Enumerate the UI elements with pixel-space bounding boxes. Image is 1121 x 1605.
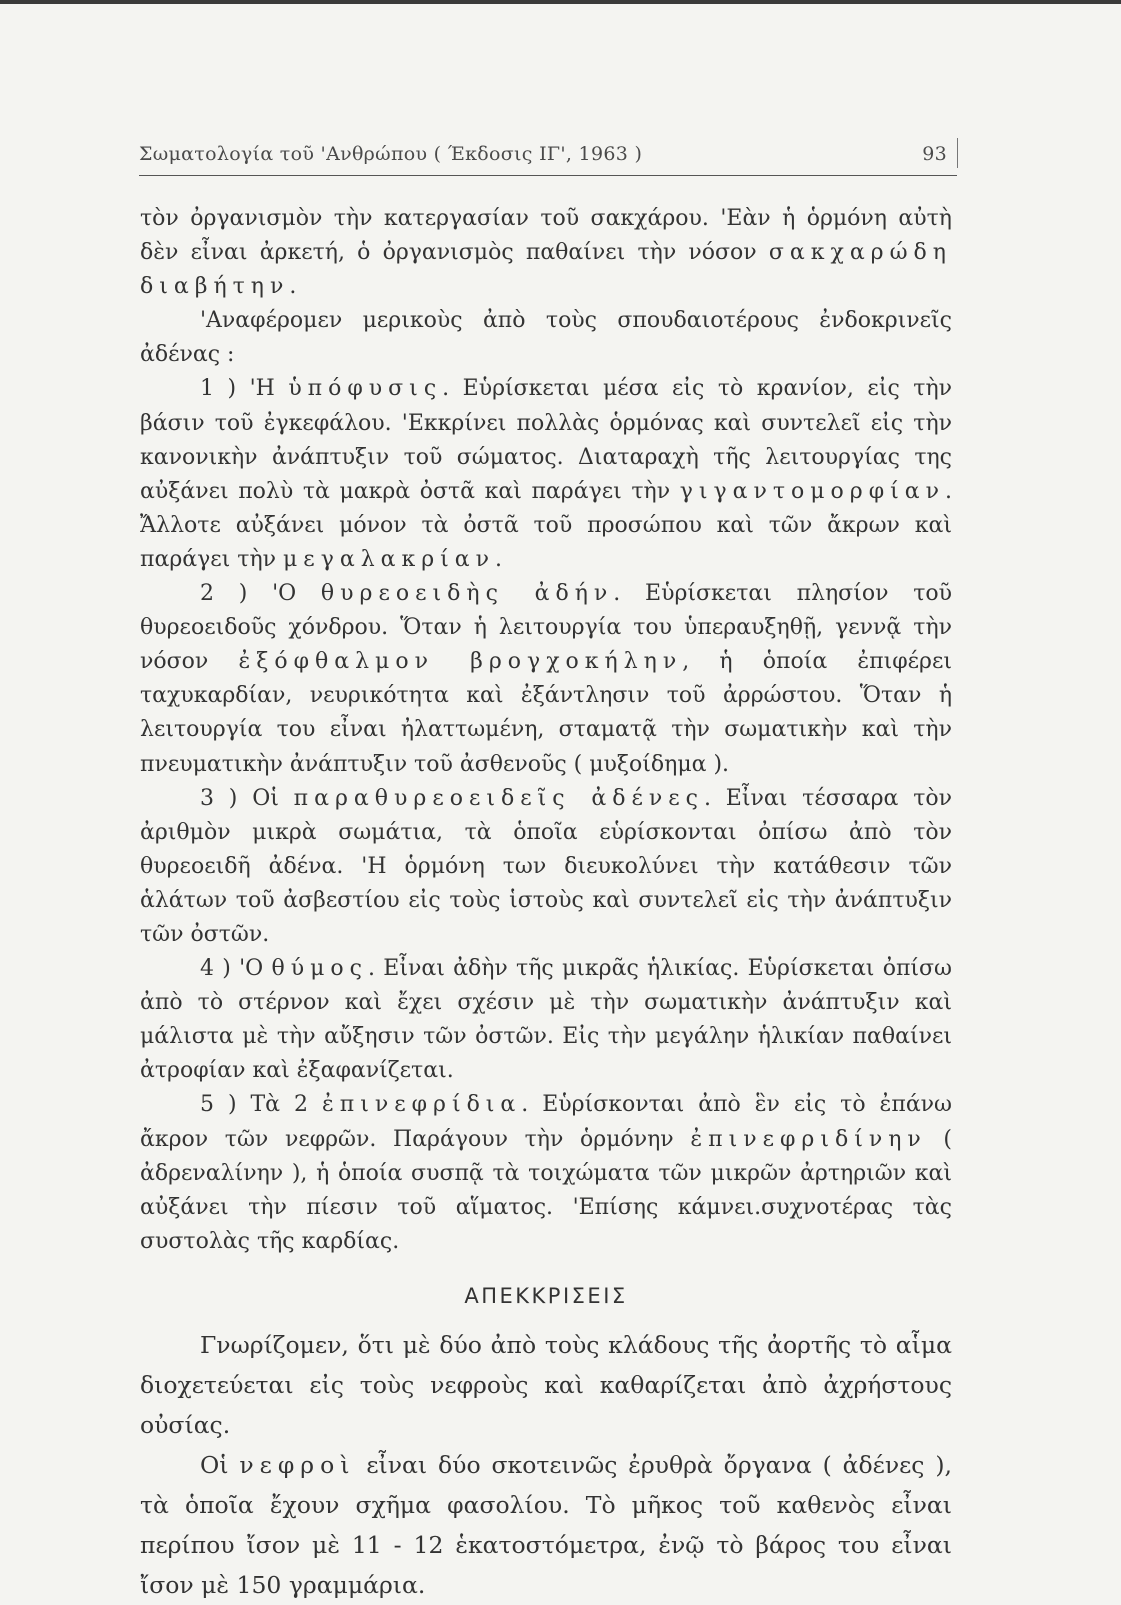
paragraph-pituitary: 1 ) 'Η ὑπόφυσις. Εὑρίσκεται μέσα εἰς τὸ κρανίον, εἰς τὴν βάσιν τοῦ ἐγκεφάλου. 'Εκκρίνει πολλὰς ὁρμόνας καὶ συντελεῖ εἰς τὴν κανονικὴν ἀνάπτυξιν τοῦ σώματος. Διαταραχὴ τῆς λειτουργίας της αὐξάνει πολὺ τὰ μακρὰ ὀστᾶ καὶ παράγει τὴν γιγαντομορφίαν. Ἄλλοτε αὐξάνει μόνον τὰ ὀστᾶ τοῦ προσώπου καὶ τῶν ἄκρων καὶ παράγει τὴν μεγαλακρίαν. [140, 376, 952, 572]
paragraph-parathyroid: 3 ) Οἱ παραθυρεοειδεῖς ἀδένες. Εἶναι τέσσαρα τὸν ἀριθμὸν μικρὰ σωμάτια, τὰ ὁποῖα εὑρίσκονται ὀπίσω ἀπὸ τὸν θυρεοειδῆ ἀδένα. 'Η ὁρμόνη των διευκολύνει τὴν κατάθεσιν τῶν ἁλάτων τοῦ ἀσβεστίου εἰς τοὺς ἱστοὺς καὶ συντελεῖ εἰς τὴν ἀνάπτυξιν τῶν ὀστῶν. [140, 785, 952, 947]
paragraph-excretion: Γνωρίζομεν, ὅτι μὲ δύο ἀπὸ τοὺς κλάδους τῆς ἀορτῆς τὸ αἷμα διοχετεύεται εἰς τοὺς νεφροὺς καὶ καθαρίζεται ἀπὸ ἀχρήστους οὐσίας. [140, 1331, 952, 1439]
emphasis-term: γιγαντομορφίαν [679, 478, 945, 504]
emphasis-term: μεγαλακρίαν [283, 546, 496, 572]
page-body [140, 202, 952, 1605]
emphasis-term: νεφροὶ [239, 1451, 356, 1479]
emphasis-term: ἐξόφθαλμον βρογχοκήλην [238, 649, 683, 675]
emphasis-term: ἐπινεφριδίνην [690, 1126, 927, 1152]
running-header [139, 143, 957, 176]
paragraph-diabetes: τὸν ὀργανισμὸν τὴν κατεργασίαν τοῦ σακχάρου. 'Εὰν ἡ ὁρμόνη αὐτὴ δὲν εἶναι ἀρκετή, ὁ ὀργανισμὸς παθαίνει τὴν νόσον σακχαρώδη διαβήτην. [140, 206, 952, 300]
emphasis-term: παραθυρεοειδεῖς ἀδένες [293, 785, 704, 811]
paragraph-thyroid: 2 ) 'Ο θυρεοειδὴς ἀδήν. Εὑρίσκεται πλησίον τοῦ θυρεοειδοῦς χόνδρου. Ὅταν ἡ λειτουργία του ὑπεραυξηθῇ, γεννᾷ τὴν νόσον ἐξόφθαλμον βρογχοκήλην, ἡ ὁποία ἐπιφέρει ταχυκαρδίαν, νευρικότητα καὶ ἐξάντλησιν τοῦ ἀρρώστου. Ὅταν ἡ λειτουργία του εἶναι ἠλαττωμένη, σταματᾷ τὴν σωματικὴν καὶ τὴν πνευματικὴν ἀνάπτυξιν τοῦ ἀσθενοῦς ( μυξοίδημα ). [140, 581, 952, 777]
running-title: Σωματολογία τοῦ 'Ανθρώπου ( Έκδοσις ΙΓ', 1963 ) [139, 143, 643, 165]
paragraph-kidneys: Οἱ νεφροὶ εἶναι δύο σκοτεινῶς ἐρυθρὰ ὄργανα ( ἀδένες ), τὰ ὁποῖα ἔχουν σχῆμα φασολίου. Τὸ μῆκος τοῦ καθενὸς εἶναι περίπου ἴσον μὲ 11 - 12 ἑκατοστόμετρα, ἐνῷ τὸ βάρος του εἶναι ἴσον μὲ 150 γραμμάρια. [140, 1451, 952, 1599]
emphasis-term: θυρεοειδὴς ἀδήν [320, 581, 614, 607]
page-number: 93 [922, 143, 947, 165]
section-heading: ΑΠΕΚΚΡΙΣΕΙΣ [464, 1283, 628, 1308]
emphasis-term: θύμος [271, 956, 368, 982]
paragraph-adrenals: 5 ) Τὰ 2 ἐπινεφρίδια. Εὑρίσκονται ἀπὸ ἓν εἰς τὸ ἐπάνω ἄκρον τῶν νεφρῶν. Παράγουν τὴν ὁρμόνην ἐπινεφριδίνην ( ἀδρεναλίνην ), ἡ ὁποία συσπᾷ τὰ τοιχώματα τῶν μικρῶν ἀρτηριῶν καὶ αὐξάνει τὴν πίεσιν τοῦ αἵματος. 'Επίσης κάμνει.συχνοτέρας τὰς συστολὰς τῆς καρδίας. [140, 1092, 953, 1254]
page-edge-mark [957, 138, 958, 168]
emphasis-term: ἐπινεφρίδια [321, 1092, 522, 1118]
emphasis-term: ὑπόφυσις [288, 376, 443, 402]
emphasis-term: σακχαρώδη διαβήτην [140, 240, 952, 300]
top-border [0, 0, 1121, 4]
paragraph-intro: 'Αναφέρομεν μερικοὺς ἀπὸ τοὺς σπουδαιοτέρους ἐνδοκρινεῖς ἀδένας : [140, 308, 952, 368]
paragraph-thymus: 4 ) 'Ο θύμος. Εἶναι ἀδὴν τῆς μικρᾶς ἡλικίας. Εὑρίσκεται ὀπίσω ἀπὸ τὸ στέρνον καὶ ἔχει σχέσιν μὲ τὴν σωματικὴν ἀνάπτυξιν καὶ μάλιστα μὲ τὴν αὔξησιν τῶν ὀστῶν. Εἰς τὴν μεγάλην ἡλικίαν παθαίνει ἀτροφίαν καὶ ἐξαφανίζεται. [140, 956, 952, 1084]
